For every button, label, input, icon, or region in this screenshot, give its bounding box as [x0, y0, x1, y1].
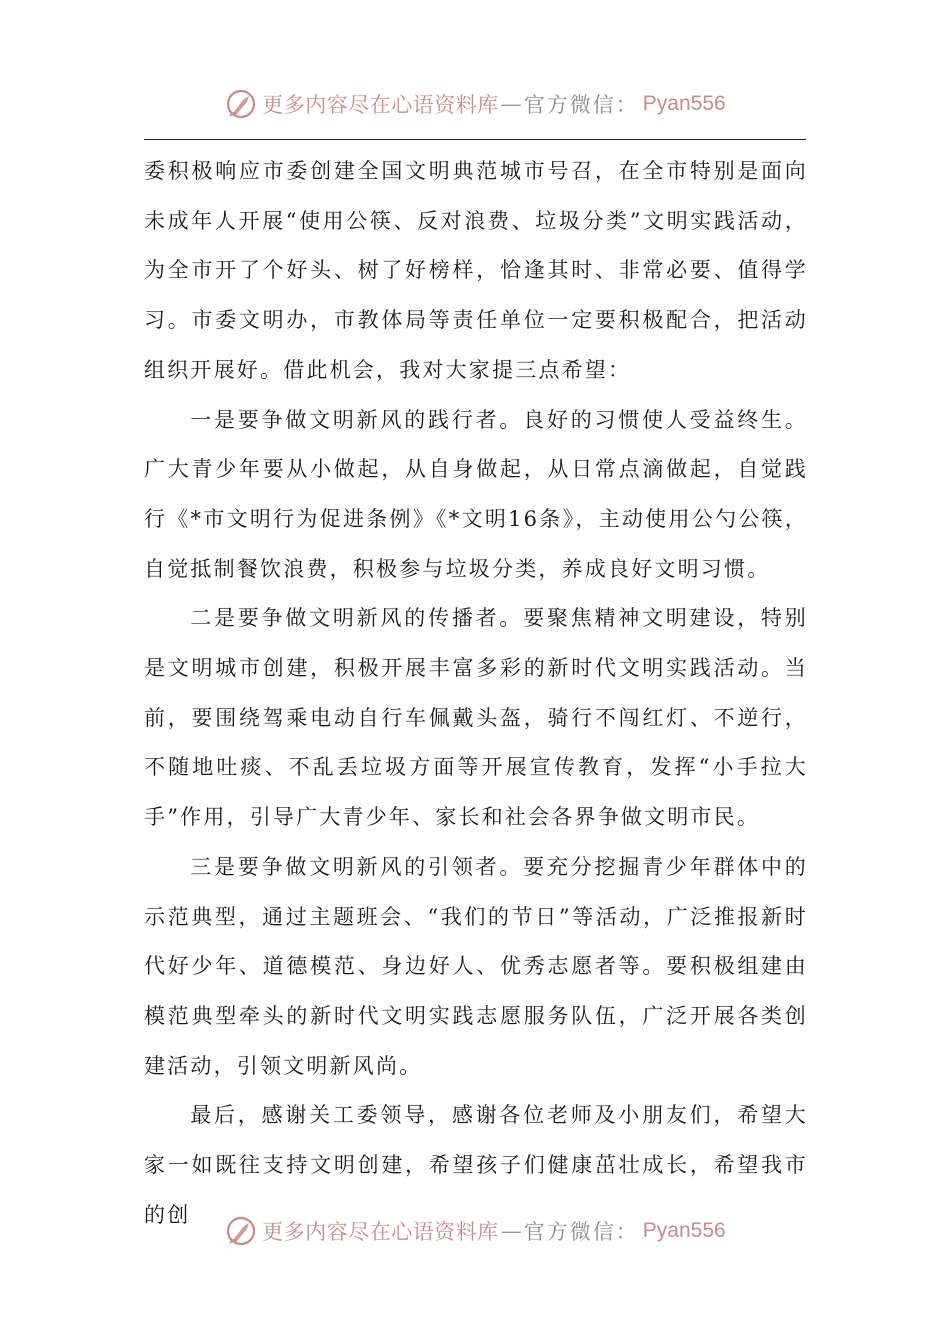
document-body — [144, 147, 808, 1240]
header-divider — [144, 139, 806, 140]
body-paragraph-2: 一是要争做文明新风的践行者。良好的习惯使人受益终生。广大青少年要从小做起，从自身做起，从日常点滴做起，自觉践行《*市文明行为促进条例》《*文明16条》，主动使用公勺公筷，自觉抵制餐饮浪费，积极参与垃圾分类，养成良好文明习惯。 — [144, 407, 808, 581]
header-wechat-id: Pyan556 — [642, 92, 726, 115]
footer-wechat-id: Pyan556 — [642, 1219, 726, 1242]
header-wechat-label: 官方微信： — [523, 93, 639, 117]
footer-slogan: 更多内容尽在心语资料库 — [262, 1220, 499, 1244]
pen-nib-logo-icon — [224, 87, 258, 121]
footer-wechat-label: 官方微信： — [523, 1220, 639, 1244]
footer-banner — [0, 1211, 950, 1251]
pen-nib-logo-icon — [224, 1214, 258, 1248]
body-paragraph-1: 委积极响应市委创建全国文明典范城市号召，在全市特别是面向未成年人开展“使用公筷、反对浪费、垃圾分类”文明实践活动，为全市开了个好头、树了好榜样，恰逢其时、非常必要、值得学习。市委文明办，市教体局等责任单位一定要积极配合，把活动组织开展好。借此机会，我对大家提三点希望： — [144, 159, 808, 382]
body-paragraph-5: 最后，感谢关工委领导，感谢各位老师及小朋友们，希望大家一如既往支持文明创建，希望孩子们健康茁壮成长，希望我市的创 — [144, 1103, 808, 1227]
body-paragraph-3: 二是要争做文明新风的传播者。要聚焦精神文明建设，特别是文明城市创建，积极开展丰富多彩的新时代文明实践活动。当前，要围绕驾乘电动自行车佩戴头盔，骑行不闯红灯、不逆行，不随地吐痰、不乱丢垃圾方面等开展宣传教育，发挥“小手拉大手”作用，引导广大青少年、家长和社会各界争做文明市民。 — [144, 606, 808, 830]
footer-separator: — — [500, 1219, 522, 1243]
header-slogan: 更多内容尽在心语资料库 — [262, 93, 499, 117]
body-paragraph-4: 三是要争做文明新风的引领者。要充分挖掘青少年群体中的示范典型，通过主题班会、“我们的节日”等活动，广泛推报新时代好少年、道德模范、身边好人、优秀志愿者等。要积极组建由模范典型牵头的新时代文明实践志愿服务队伍，广泛开展各类创建活动，引领文明新风尚。 — [144, 854, 808, 1078]
header-banner — [0, 84, 950, 124]
header-separator: — — [500, 92, 522, 116]
